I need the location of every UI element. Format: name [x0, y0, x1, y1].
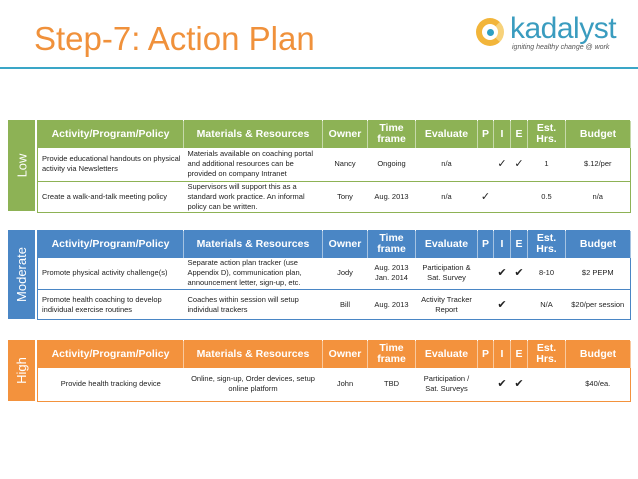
table-cell: Ongoing [368, 148, 416, 182]
column-header: Time frame [368, 341, 416, 368]
table-cell: 1 [528, 148, 566, 182]
table-cell: $2 PEPM [566, 258, 631, 290]
column-header: Owner [323, 341, 368, 368]
logo-swirl-icon [476, 18, 504, 46]
action-plan-table [37, 340, 631, 402]
table-cell: 8-10 [528, 258, 566, 290]
table-cell: ✔ [494, 368, 511, 402]
table-cell: $40/ea. [566, 368, 631, 402]
table-cell: Participation & Sat. Survey [416, 258, 478, 290]
table-cell: n/a [566, 182, 631, 213]
column-header: P [478, 341, 494, 368]
table-cell: 0.5 [528, 182, 566, 213]
table-cell: TBD [368, 368, 416, 402]
table-cell: Online, sign-up, Order devices, setup online platform [184, 368, 323, 402]
priority-label-text: Moderate [14, 247, 30, 302]
column-header: Activity/Program/Policy [38, 121, 184, 148]
column-header: Budget [566, 121, 631, 148]
table-cell: ✔ [511, 258, 528, 290]
column-header: I [494, 231, 511, 258]
column-header: Budget [566, 231, 631, 258]
table-cell: ✓ [478, 182, 494, 213]
table-cell: Nancy [323, 148, 368, 182]
table-cell: Aug. 2013 [368, 182, 416, 213]
column-header: Est. Hrs. [528, 231, 566, 258]
table-row [38, 368, 631, 402]
priority-label [8, 340, 35, 401]
table-cell [528, 368, 566, 402]
table-cell [511, 290, 528, 320]
table-cell: Promote physical activity challenge(s) [38, 258, 184, 290]
table-cell: n/a [416, 182, 478, 213]
column-header: E [511, 341, 528, 368]
column-header: I [494, 341, 511, 368]
column-header: Materials & Resources [184, 121, 323, 148]
column-header: Evaluate [416, 121, 478, 148]
table-cell: Tony [323, 182, 368, 213]
priority-label [8, 120, 35, 211]
priority-label-text: Low [13, 153, 29, 178]
column-header: Materials & Resources [184, 341, 323, 368]
column-header: I [494, 121, 511, 148]
column-header: Owner [323, 231, 368, 258]
priority-section-low [8, 120, 630, 211]
table-cell: Create a walk-and-talk meeting policy [38, 182, 184, 213]
table-cell: Provide health tracking device [38, 368, 184, 402]
table-cell: Provide educational handouts on physical activity via Newsletters [38, 148, 184, 182]
priority-label-text: High [14, 357, 29, 384]
table-cell: ✔ [494, 290, 511, 320]
priority-label [8, 230, 35, 319]
table-cell: N/A [528, 290, 566, 320]
page-title: Step-7: Action Plan [34, 20, 315, 57]
table-cell: Aug. 2013 [368, 290, 416, 320]
table-cell: Bill [323, 290, 368, 320]
table-cell: Aug. 2013 Jan. 2014 [368, 258, 416, 290]
table-cell: ✓ [511, 148, 528, 182]
column-header: E [511, 231, 528, 258]
column-header: Budget [566, 341, 631, 368]
table-cell: $20/per session [566, 290, 631, 320]
column-header: Evaluate [416, 341, 478, 368]
table-cell [494, 182, 511, 213]
table-cell: Activity Tracker Report [416, 290, 478, 320]
column-header: Activity/Program/Policy [38, 341, 184, 368]
table-cell: Materials available on coaching portal and additional resources can be provided on company Intranet [184, 148, 323, 182]
table-row [38, 148, 631, 182]
priority-section-high [8, 340, 630, 401]
table-header [38, 231, 631, 258]
column-header: Time frame [368, 121, 416, 148]
column-header: P [478, 121, 494, 148]
table-cell [478, 258, 494, 290]
table-cell: Coaches within session will setup individual trackers [184, 290, 323, 320]
table-cell: ✓ [494, 148, 511, 182]
column-header: Owner [323, 121, 368, 148]
column-header: Activity/Program/Policy [38, 231, 184, 258]
column-header: Evaluate [416, 231, 478, 258]
table-cell: Supervisors will support this as a standard work practice. An informal policy can be written. [184, 182, 323, 213]
table-cell [478, 148, 494, 182]
table-cell: Promote health coaching to develop individual exercise routines [38, 290, 184, 320]
column-header: Materials & Resources [184, 231, 323, 258]
table-header [38, 121, 631, 148]
column-header: P [478, 231, 494, 258]
table-cell: Participation / Sat. Surveys [416, 368, 478, 402]
table-cell: ✔ [494, 258, 511, 290]
table-header [38, 341, 631, 368]
table-cell [478, 290, 494, 320]
action-plan-table [37, 230, 631, 320]
kadalyst-logo [472, 14, 632, 54]
table-cell: n/a [416, 148, 478, 182]
table-row [38, 182, 631, 213]
title-divider [0, 67, 638, 69]
table-cell: Jody [323, 258, 368, 290]
logo-tagline: igniting healthy change @ work [512, 44, 610, 51]
table-row [38, 258, 631, 290]
column-header: Est. Hrs. [528, 121, 566, 148]
table-cell: ✔ [511, 368, 528, 402]
action-plan-table [37, 120, 631, 213]
table-cell: Separate action plan tracker (use Appendix D), communication plan, announcement letter, sign-up, etc. [184, 258, 323, 290]
column-header: Time frame [368, 231, 416, 258]
column-header: Est. Hrs. [528, 341, 566, 368]
priority-section-moderate [8, 230, 630, 319]
table-cell: John [323, 368, 368, 402]
table-cell [478, 368, 494, 402]
logo-name: kadalyst [510, 12, 617, 45]
table-row [38, 290, 631, 320]
table-cell: $.12/per [566, 148, 631, 182]
column-header: E [511, 121, 528, 148]
table-cell [511, 182, 528, 213]
